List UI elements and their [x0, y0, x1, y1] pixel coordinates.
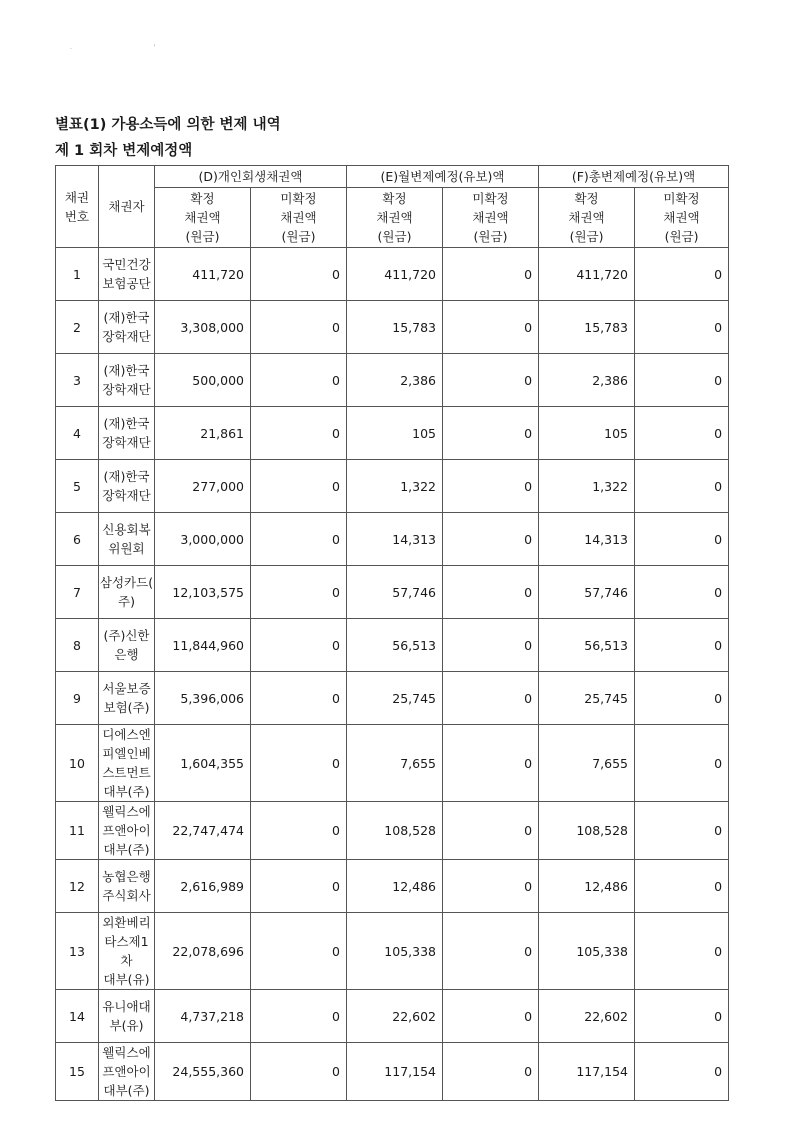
cell-d-unconfirmed: 0: [251, 672, 347, 725]
header-group-f: (F)총변제예정(유보)액: [539, 166, 729, 188]
cell-f-confirmed: 22,602: [539, 990, 635, 1043]
cell-d-confirmed: 22,747,474: [155, 802, 251, 860]
cell-f-confirmed: 12,486: [539, 860, 635, 913]
cell-f-confirmed: 56,513: [539, 619, 635, 672]
cell-creditor-no: 4: [56, 407, 99, 460]
cell-d-unconfirmed: 0: [251, 566, 347, 619]
cell-d-confirmed: 2,616,989: [155, 860, 251, 913]
cell-f-unconfirmed: 0: [635, 860, 729, 913]
table-row: [56, 672, 729, 725]
cell-e-confirmed: 15,783: [347, 301, 443, 354]
cell-d-confirmed: 24,555,360: [155, 1043, 251, 1101]
cell-d-unconfirmed: 0: [251, 802, 347, 860]
cell-e-confirmed: 57,746: [347, 566, 443, 619]
cell-e-confirmed: 56,513: [347, 619, 443, 672]
cell-creditor-no: 11: [56, 802, 99, 860]
cell-d-confirmed: 411,720: [155, 248, 251, 301]
cell-creditor-name: (재)한국 장학재단: [99, 354, 155, 407]
cell-d-confirmed: 277,000: [155, 460, 251, 513]
cell-creditor-no: 13: [56, 913, 99, 990]
table-row: [56, 860, 729, 913]
table-row: [56, 1043, 729, 1101]
cell-e-confirmed: 411,720: [347, 248, 443, 301]
cell-d-confirmed: 22,078,696: [155, 913, 251, 990]
cell-f-unconfirmed: 0: [635, 802, 729, 860]
cell-d-confirmed: 21,861: [155, 407, 251, 460]
cell-d-unconfirmed: 0: [251, 860, 347, 913]
cell-d-confirmed: 1,604,355: [155, 725, 251, 802]
header-group-d: (D)개인회생채권액: [155, 166, 347, 188]
cell-e-confirmed: 2,386: [347, 354, 443, 407]
cell-creditor-no: 5: [56, 460, 99, 513]
cell-d-confirmed: 12,103,575: [155, 566, 251, 619]
cell-creditor-no: 15: [56, 1043, 99, 1101]
cell-f-unconfirmed: 0: [635, 301, 729, 354]
table-row: [56, 802, 729, 860]
cell-creditor-name: 디에스엔 피엘인베 스트먼트 대부(주): [99, 725, 155, 802]
cell-f-unconfirmed: 0: [635, 513, 729, 566]
cell-f-confirmed: 1,322: [539, 460, 635, 513]
cell-f-confirmed: 2,386: [539, 354, 635, 407]
cell-f-unconfirmed: 0: [635, 354, 729, 407]
header-creditor-no: 채권 번호: [56, 166, 99, 248]
cell-f-unconfirmed: 0: [635, 407, 729, 460]
header-d-confirmed: 확정 채권액 (원금): [155, 188, 251, 248]
cell-f-unconfirmed: 0: [635, 672, 729, 725]
cell-d-confirmed: 4,737,218: [155, 990, 251, 1043]
cell-f-confirmed: 411,720: [539, 248, 635, 301]
cell-f-confirmed: 105,338: [539, 913, 635, 990]
cell-f-unconfirmed: 0: [635, 913, 729, 990]
cell-d-unconfirmed: 0: [251, 407, 347, 460]
cell-creditor-no: 8: [56, 619, 99, 672]
cell-d-unconfirmed: 0: [251, 354, 347, 407]
cell-e-unconfirmed: 0: [443, 407, 539, 460]
header-d-unconfirmed: 미확정 채권액 (원금): [251, 188, 347, 248]
cell-d-confirmed: 3,000,000: [155, 513, 251, 566]
cell-e-unconfirmed: 0: [443, 725, 539, 802]
cell-creditor-no: 6: [56, 513, 99, 566]
cell-d-unconfirmed: 0: [251, 248, 347, 301]
cell-creditor-no: 7: [56, 566, 99, 619]
header-marks: . ': [70, 44, 196, 51]
cell-e-confirmed: 25,745: [347, 672, 443, 725]
cell-creditor-no: 1: [56, 248, 99, 301]
cell-f-unconfirmed: 0: [635, 990, 729, 1043]
cell-creditor-name: 서울보증 보험(주): [99, 672, 155, 725]
header-f-confirmed: 확정 채권액 (원금): [539, 188, 635, 248]
cell-e-unconfirmed: 0: [443, 672, 539, 725]
cell-f-unconfirmed: 0: [635, 619, 729, 672]
cell-e-unconfirmed: 0: [443, 1043, 539, 1101]
repayment-table: [55, 165, 729, 1101]
cell-d-unconfirmed: 0: [251, 1043, 347, 1101]
cell-e-unconfirmed: 0: [443, 513, 539, 566]
cell-f-unconfirmed: 0: [635, 460, 729, 513]
cell-e-confirmed: 108,528: [347, 802, 443, 860]
table-row: [56, 354, 729, 407]
header-e-unconfirmed: 미확정 채권액 (원금): [443, 188, 539, 248]
cell-creditor-name: 웰릭스에 프앤아이 대부(주): [99, 1043, 155, 1101]
cell-e-unconfirmed: 0: [443, 301, 539, 354]
cell-f-confirmed: 108,528: [539, 802, 635, 860]
cell-e-unconfirmed: 0: [443, 566, 539, 619]
cell-d-unconfirmed: 0: [251, 990, 347, 1043]
cell-d-confirmed: 500,000: [155, 354, 251, 407]
table-row: [56, 725, 729, 802]
cell-creditor-name: 농협은행 주식회사: [99, 860, 155, 913]
cell-e-confirmed: 14,313: [347, 513, 443, 566]
cell-f-confirmed: 105: [539, 407, 635, 460]
cell-e-confirmed: 105,338: [347, 913, 443, 990]
cell-f-confirmed: 57,746: [539, 566, 635, 619]
cell-creditor-name: 신용회복 위원회: [99, 513, 155, 566]
cell-d-unconfirmed: 0: [251, 619, 347, 672]
cell-e-unconfirmed: 0: [443, 248, 539, 301]
table-body: [56, 248, 729, 1101]
cell-e-confirmed: 105: [347, 407, 443, 460]
header-group-e: (E)월변제예정(유보)액: [347, 166, 539, 188]
table-row: [56, 407, 729, 460]
cell-d-unconfirmed: 0: [251, 725, 347, 802]
cell-creditor-name: (재)한국 장학재단: [99, 407, 155, 460]
cell-f-confirmed: 7,655: [539, 725, 635, 802]
cell-creditor-no: 9: [56, 672, 99, 725]
cell-creditor-name: (재)한국 장학재단: [99, 301, 155, 354]
cell-f-confirmed: 15,783: [539, 301, 635, 354]
cell-d-unconfirmed: 0: [251, 460, 347, 513]
cell-e-unconfirmed: 0: [443, 460, 539, 513]
table-row: [56, 913, 729, 990]
cell-e-unconfirmed: 0: [443, 913, 539, 990]
cell-e-confirmed: 117,154: [347, 1043, 443, 1101]
cell-d-confirmed: 11,844,960: [155, 619, 251, 672]
cell-f-unconfirmed: 0: [635, 248, 729, 301]
cell-e-unconfirmed: 0: [443, 990, 539, 1043]
cell-f-unconfirmed: 0: [635, 1043, 729, 1101]
cell-f-unconfirmed: 0: [635, 725, 729, 802]
cell-creditor-no: 10: [56, 725, 99, 802]
cell-creditor-no: 12: [56, 860, 99, 913]
cell-creditor-no: 14: [56, 990, 99, 1043]
cell-e-confirmed: 1,322: [347, 460, 443, 513]
cell-creditor-name: 삼성카드( 주): [99, 566, 155, 619]
page-title: 별표(1) 가용소득에 의한 변제 내역: [55, 117, 281, 133]
cell-e-unconfirmed: 0: [443, 619, 539, 672]
cell-f-unconfirmed: 0: [635, 566, 729, 619]
cell-d-confirmed: 5,396,006: [155, 672, 251, 725]
cell-creditor-name: (재)한국 장학재단: [99, 460, 155, 513]
cell-d-unconfirmed: 0: [251, 301, 347, 354]
cell-creditor-name: 국민건강 보험공단: [99, 248, 155, 301]
header-e-confirmed: 확정 채권액 (원금): [347, 188, 443, 248]
table-row: [56, 248, 729, 301]
cell-creditor-no: 3: [56, 354, 99, 407]
header-f-unconfirmed: 미확정 채권액 (원금): [635, 188, 729, 248]
cell-f-confirmed: 25,745: [539, 672, 635, 725]
cell-creditor-name: 외환베리 타스제1차 대부(유): [99, 913, 155, 990]
page-subtitle: 제 1 회차 변제예정액: [55, 143, 193, 159]
cell-creditor-no: 2: [56, 301, 99, 354]
table-row: [56, 566, 729, 619]
cell-e-confirmed: 7,655: [347, 725, 443, 802]
cell-e-unconfirmed: 0: [443, 354, 539, 407]
cell-f-confirmed: 117,154: [539, 1043, 635, 1101]
cell-e-unconfirmed: 0: [443, 802, 539, 860]
cell-d-unconfirmed: 0: [251, 913, 347, 990]
table-row: [56, 460, 729, 513]
cell-creditor-name: 웰릭스에 프앤아이 대부(주): [99, 802, 155, 860]
table-row: [56, 301, 729, 354]
table-row: [56, 990, 729, 1043]
table-row: [56, 513, 729, 566]
cell-e-confirmed: 12,486: [347, 860, 443, 913]
cell-e-unconfirmed: 0: [443, 860, 539, 913]
cell-creditor-name: 유니애대 부(유): [99, 990, 155, 1043]
header-creditor: 채권자: [99, 166, 155, 248]
cell-d-unconfirmed: 0: [251, 513, 347, 566]
table-row: [56, 619, 729, 672]
cell-d-confirmed: 3,308,000: [155, 301, 251, 354]
cell-creditor-name: (주)신한 은행: [99, 619, 155, 672]
cell-e-confirmed: 22,602: [347, 990, 443, 1043]
cell-f-confirmed: 14,313: [539, 513, 635, 566]
